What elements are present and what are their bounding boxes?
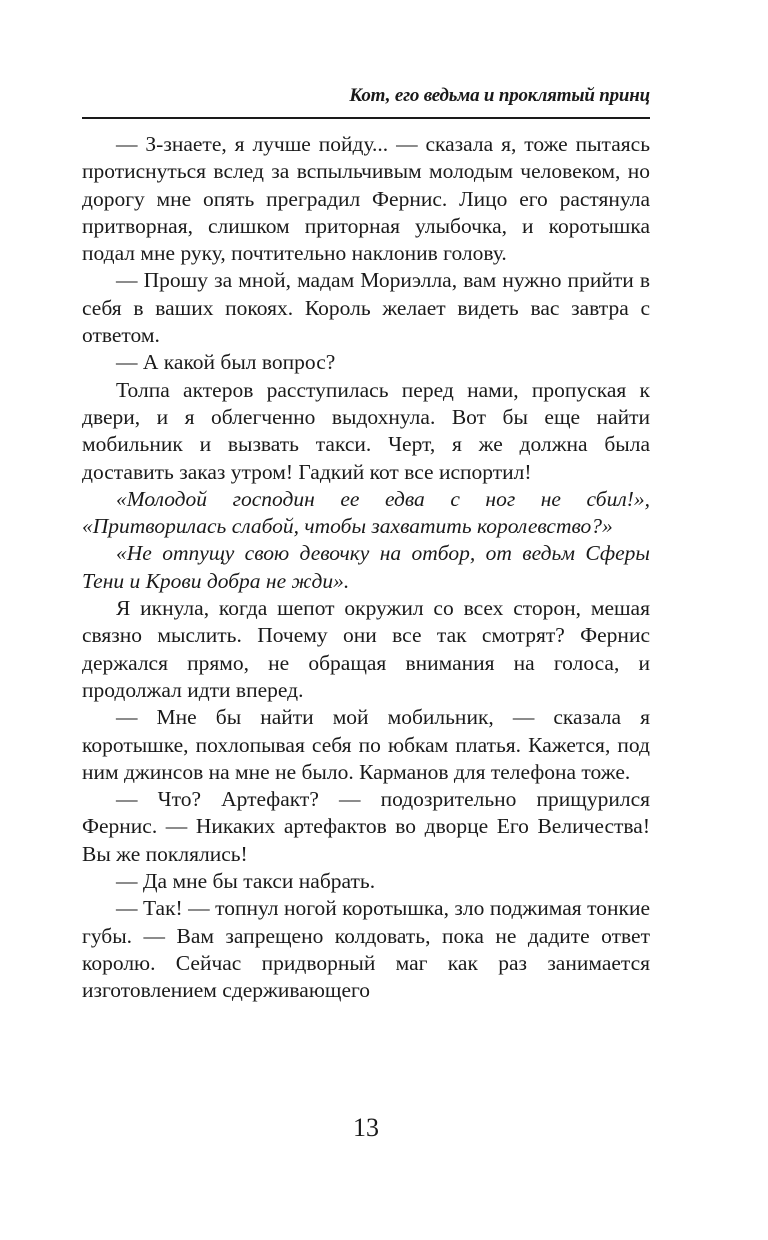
paragraph-italic: «Не отпущу свою девочку на отбор, от ведьм Сферы Тени и Крови добра не жди». — [82, 541, 650, 593]
paragraph: — А какой был вопрос? — [116, 350, 336, 375]
paragraph-italic: «Молодой господин ее едва с ног не сбил!», «Притворилась слабой, чтобы захватить королевство?» — [82, 486, 650, 539]
paragraph: — Да мне бы такси набрать. — [116, 869, 376, 894]
body-text — [82, 131, 650, 1005]
paragraph: Я икнула, когда шепот окружил со всех сторон, мешая связно мыслить. Почему они все так смотрят? Фернис держался прямо, не обращая внимания на голоса, и продолжал идти вперед. — [82, 596, 650, 702]
paragraph: — Прошу за мной, мадам Мориэлла, вам нужно прийти в себя в ваших покоях. Король желает видеть вас завтра с ответом. — [82, 268, 650, 348]
paragraph: — Так! — топнул ногой коротышка, зло поджимая тонкие губы. — Вам запрещено колдовать, пока не дадите ответ королю. Сейчас придворный маг как раз занимается изготовлением сдерживающего — [82, 896, 650, 1003]
paragraph: — Мне бы найти мой мобильник, — сказала я коротышке, похлопывая себя по юбкам платья. Кажется, под ним джинсов на мне не было. Карманов для телефона тоже. — [82, 705, 650, 784]
paragraph: — З-знаете, я лучше пойду... — сказала я, тоже пытаясь протиснуться вслед за вспыльчивым молодым человеком, но дорогу мне опять преградил Фернис. Лицо его растянула притворная, слишком приторная улыбочка, и коротышка подал мне руку, почтительно наклонив голову. — [82, 132, 650, 266]
paragraph: — Что? Артефакт? — подозрительно прищурился Фернис. — Никаких артефактов во дворце Его Величества! Вы же поклялись! — [82, 787, 650, 866]
paragraph: Толпа актеров расступилась перед нами, пропуская к двери, и я облегченно выдохнула. Вот бы еще найти мобильник и вызвать такси. Черт, я же должна была доставить заказ утром! Гадкий кот все испортил! — [82, 377, 650, 484]
running-title: Кот, его ведьма и проклятый принц — [349, 85, 650, 106]
header-rule — [82, 117, 650, 119]
page-number: 13 — [353, 1113, 379, 1142]
